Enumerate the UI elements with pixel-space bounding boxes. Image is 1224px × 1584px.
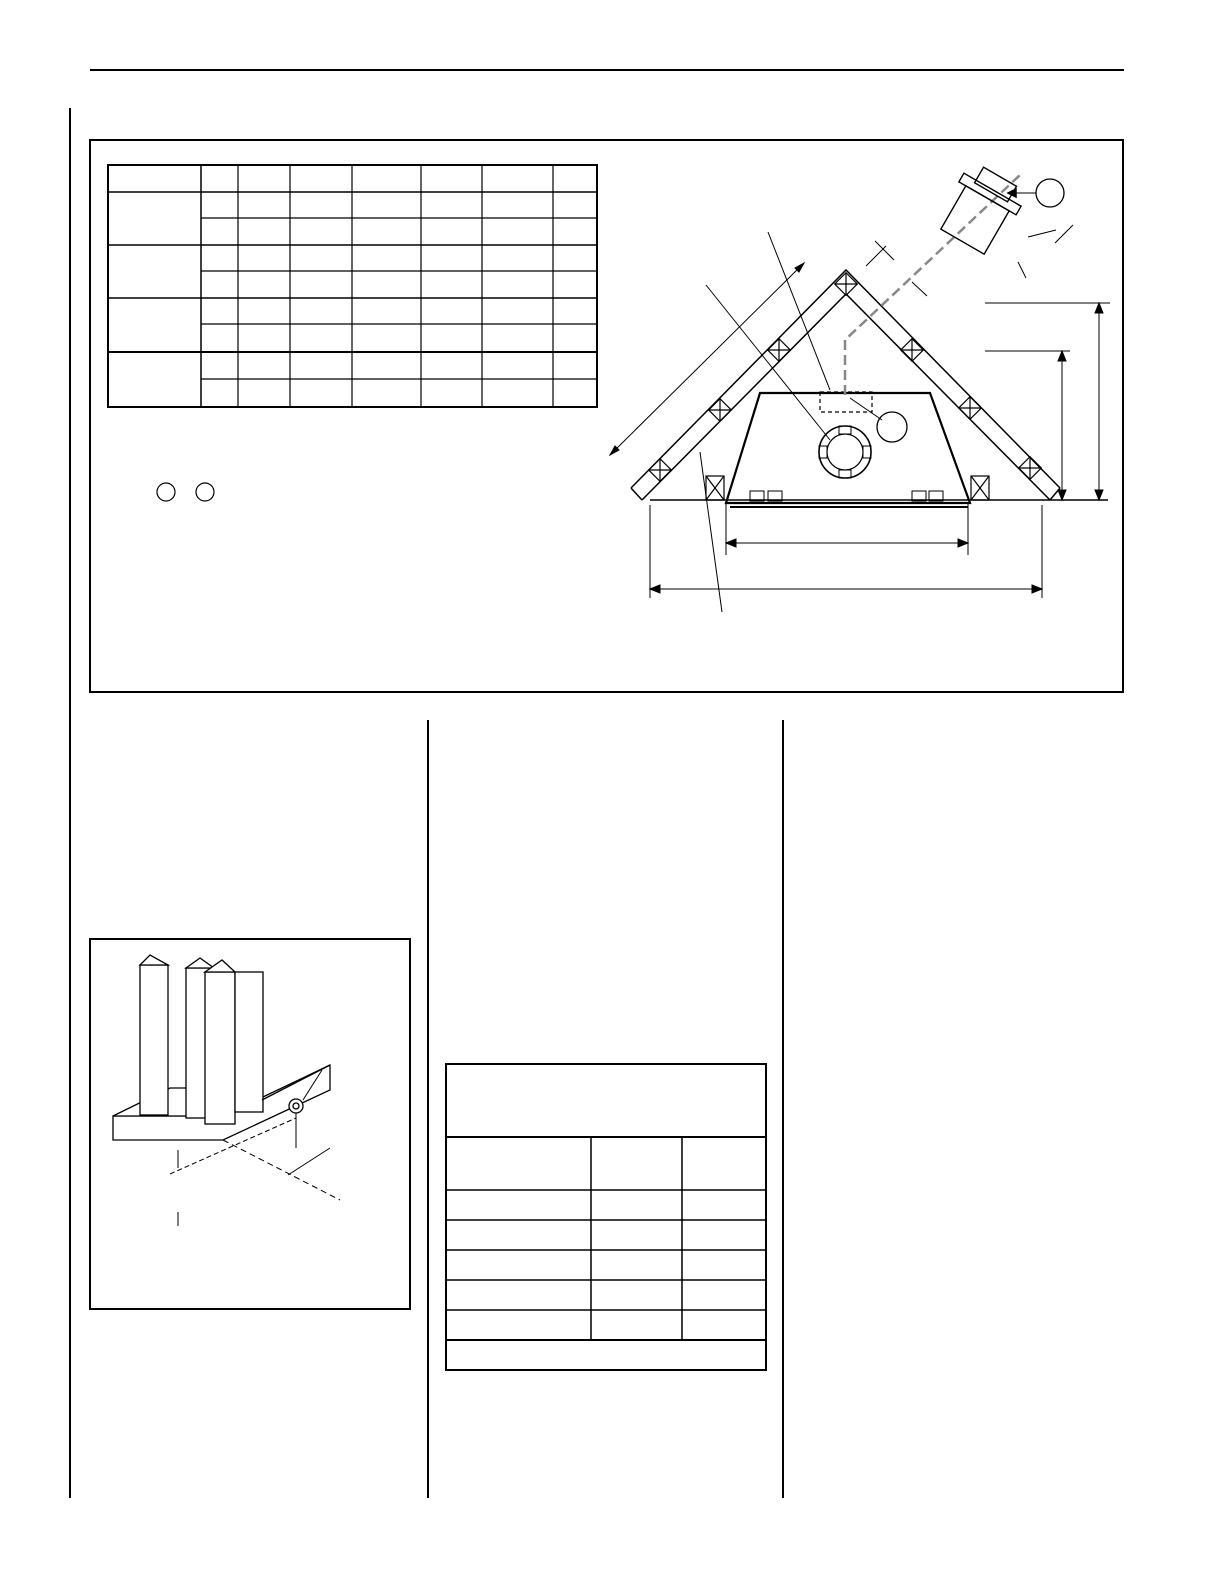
clearance-table (108, 165, 597, 407)
log-set-drawing (113, 955, 340, 1226)
small-table (446, 1064, 766, 1370)
note-circle-b (196, 483, 214, 501)
note-circle-a (157, 483, 175, 501)
corner-plan-drawing (610, 160, 1110, 612)
